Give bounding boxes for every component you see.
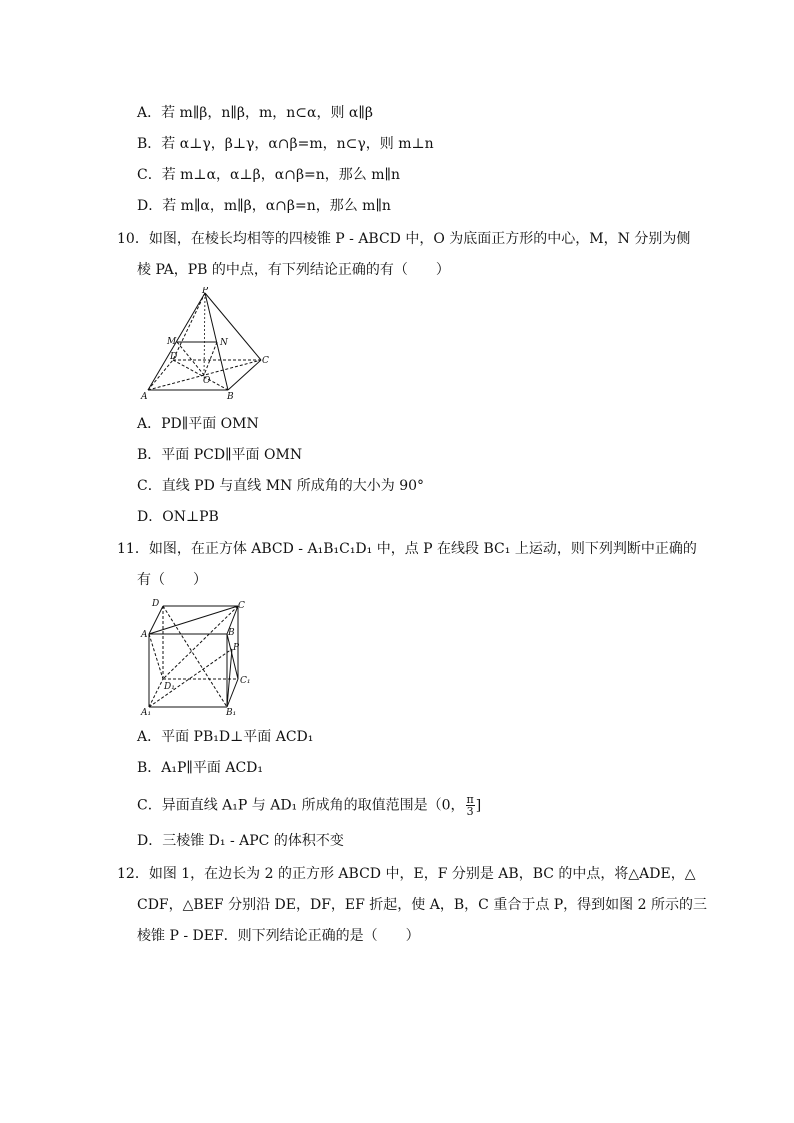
fraction-denominator: 3 [466,805,474,818]
q11-option-a: A．平面 PB₁D⊥平面 ACD₁ [137,729,314,745]
q11-label-c: C [238,601,245,611]
q10-label-a: A [141,392,148,402]
q11-option-d: D．三棱锥 D₁ - APC 的体积不变 [137,833,344,849]
q12-stem-line2: CDF，△BEF 分别沿 DE，DF，EF 折起，使 A，B，C 重合于点 P，得到如图 2 所示的三 [137,897,707,913]
q10-label-m: M [167,337,177,347]
q11-label-b1: B₁ [226,708,237,718]
q11-cube-figure [140,597,260,719]
q11-option-c-fraction [466,794,475,817]
q11-option-c [137,794,481,817]
q11-stem-line2: 有（ ） [137,572,207,588]
q12-stem-line1: 12．如图 1，在边长为 2 的正方形 ABCD 中，E，F 分别是 AB，BC 的中点，将△ADE，△ [117,866,696,882]
q10-label-d: D [170,352,178,362]
q11-label-p: P [233,643,240,653]
q10-option-d: D．ON⊥PB [137,509,219,525]
q10-label-c: C [262,356,269,366]
q9-option-d: D．若 m∥α，m∥β，α∩β=n，那么 m∥n [137,198,391,214]
q10-pyramid-figure [140,287,275,402]
q11-stem-line1: 11．如图，在正方体 ABCD - A₁B₁C₁D₁ 中，点 P 在线段 BC₁ 上运动，则下列判断中正确的 [117,541,697,557]
q11-option-c-end: ] [475,797,482,814]
q11-label-a1: A₁ [141,708,152,718]
q11-label-d: D [152,599,160,609]
q12-stem-line3: 棱锥 P - DEF．则下列结论正确的是（ ） [137,928,420,944]
q9-option-a: A．若 m∥β，n∥β，m，n⊂α，则 α∥β [137,105,373,121]
q11-label-c1: C₁ [240,676,251,686]
fraction-numerator: π [466,793,474,806]
q11-label-d1: D₁ [164,682,175,692]
q11-label-b: B [228,628,235,638]
q10-option-b: B．平面 PCD∥平面 OMN [137,447,303,463]
q9-option-c: C．若 m⊥α，α⊥β，α∩β=n，那么 m∥n [137,167,401,183]
q10-label-n: N [220,338,228,348]
q11-option-c-text: C．异面直线 A₁P 与 AD₁ 所成角的取值范围是（0， [137,797,465,814]
q10-label-b: B [227,392,234,402]
q10-label-p: P [202,287,209,296]
q10-stem-line1: 10．如图，在棱长均相等的四棱锥 P - ABCD 中，O 为底面正方形的中心，M，N 分别为侧 [117,231,691,247]
q10-stem-line2: 棱 PA，PB 的中点，有下列结论正确的有（ ） [137,262,450,278]
q10-option-c: C．直线 PD 与直线 MN 所成角的大小为 90° [137,478,425,494]
q9-option-b: B．若 α⊥γ，β⊥γ，α∩β=m，n⊂γ，则 m⊥n [137,136,434,152]
q11-label-a: A [141,630,148,640]
q10-label-o: O [203,376,211,386]
q10-option-a: A．PD∥平面 OMN [137,416,259,432]
q11-option-b: B．A₁P∥平面 ACD₁ [137,760,264,776]
